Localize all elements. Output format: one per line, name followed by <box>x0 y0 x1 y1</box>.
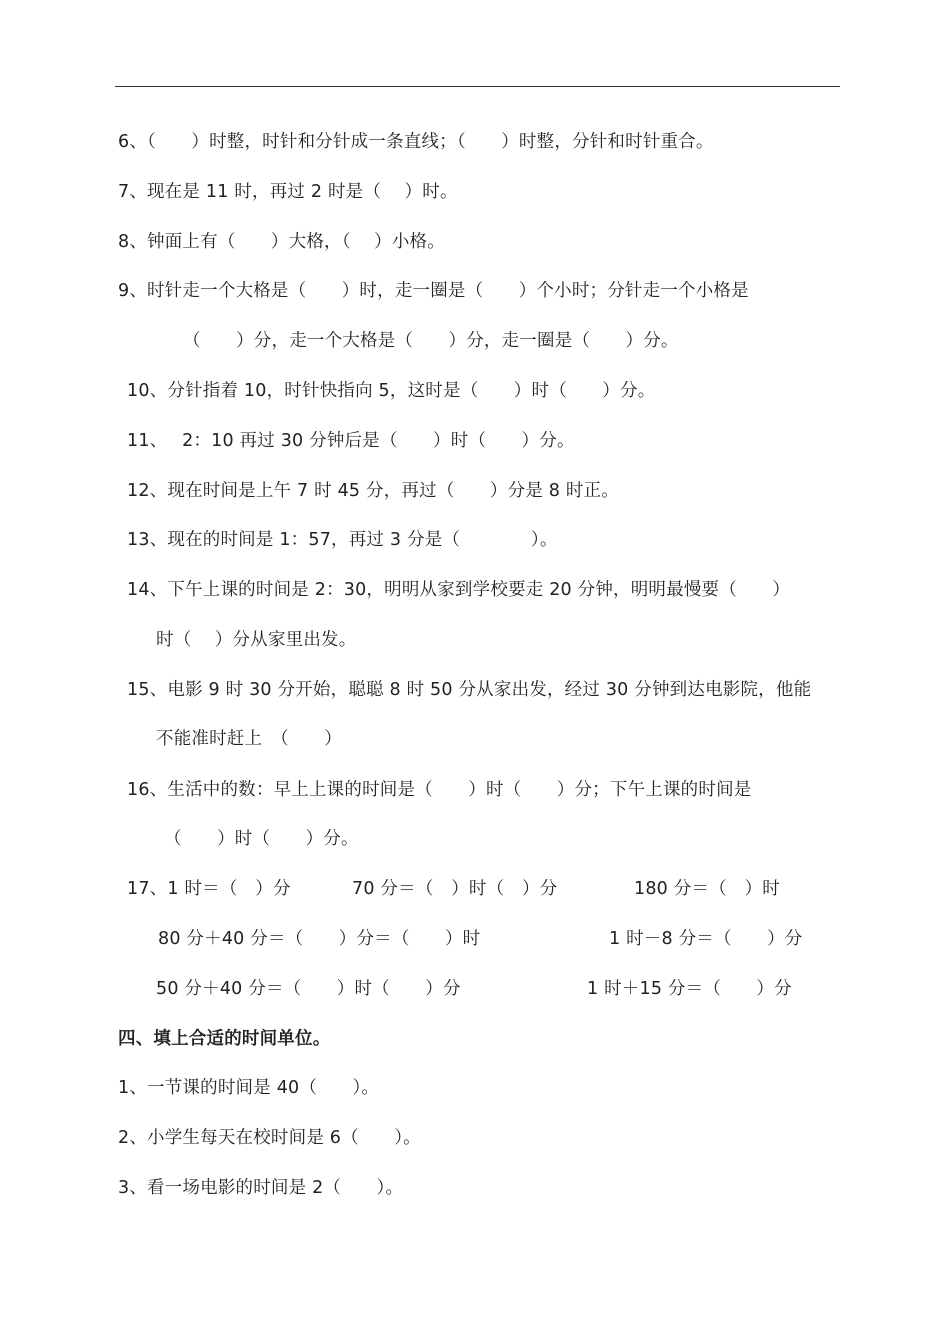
question-17-item-1: 17、1 时＝（ ）分 <box>127 879 291 899</box>
question-12: 12、现在时间是上午 7 时 45 分，再过（ ）分是 8 时正。 <box>127 481 619 501</box>
question-17-item-6: 50 分＋40 分＝（ ）时（ ）分 <box>156 979 461 999</box>
question-14-line-1: 14、下午上课的时间是 2：30，明明从家到学校要走 20 分钟，明明最慢要（ ） <box>127 580 791 600</box>
question-8: 8、钟面上有（ ）大格，（ ）小格。 <box>118 232 445 252</box>
question-15-line-2: 不能准时赶上 （ ） <box>156 729 342 749</box>
question-17-item-3: 180 分＝（ ）时 <box>634 879 780 899</box>
question-14-line-2: 时（ ）分从家里出发。 <box>156 630 357 650</box>
section-4-heading: 四、填上合适的时间单位。 <box>118 1029 331 1049</box>
question-6: 6、（ ）时整，时针和分针成一条直线；（ ）时整，分针和时针重合。 <box>118 132 714 152</box>
header-rule <box>115 86 840 87</box>
question-9-line-2: （ ）分，走一个大格是（ ）分，走一圈是（ ）分。 <box>183 331 679 351</box>
question-17-item-5: 1 时－8 分＝（ ）分 <box>609 929 803 949</box>
question-17-item-7: 1 时＋15 分＝（ ）分 <box>587 979 792 999</box>
question-9-line-1: 9、时针走一个大格是（ ）时，走一圈是（ ）个小时；分针走一个小格是 <box>118 281 749 301</box>
question-7: 7、现在是 11 时，再过 2 时是（ ）时。 <box>118 182 458 202</box>
question-17-item-2: 70 分＝（ ）时（ ）分 <box>352 879 558 899</box>
section-4-question-3: 3、看一场电影的时间是 2（ ）。 <box>118 1178 404 1198</box>
question-15-line-1: 15、电影 9 时 30 分开始，聪聪 8 时 50 分从家出发，经过 30 分钟到达电影院，他能 <box>127 680 812 700</box>
question-11: 11、 2：10 再过 30 分钟后是（ ）时（ ）分。 <box>127 431 575 451</box>
question-16-line-2: （ ）时（ ）分。 <box>164 829 359 849</box>
section-4-question-2: 2、小学生每天在校时间是 6（ ）。 <box>118 1128 421 1148</box>
question-10: 10、分针指着 10，时针快指向 5，这时是（ ）时（ ）分。 <box>127 381 656 401</box>
question-16-line-1: 16、生活中的数：早上上课的时间是（ ）时（ ）分；下午上课的时间是 <box>127 780 752 800</box>
section-4-question-1: 1、一节课的时间是 40（ ）。 <box>118 1078 380 1098</box>
question-13: 13、现在的时间是 1：57，再过 3 分是（ ）。 <box>127 530 558 550</box>
question-17-item-4: 80 分＋40 分＝（ ）分＝（ ）时 <box>158 929 481 949</box>
